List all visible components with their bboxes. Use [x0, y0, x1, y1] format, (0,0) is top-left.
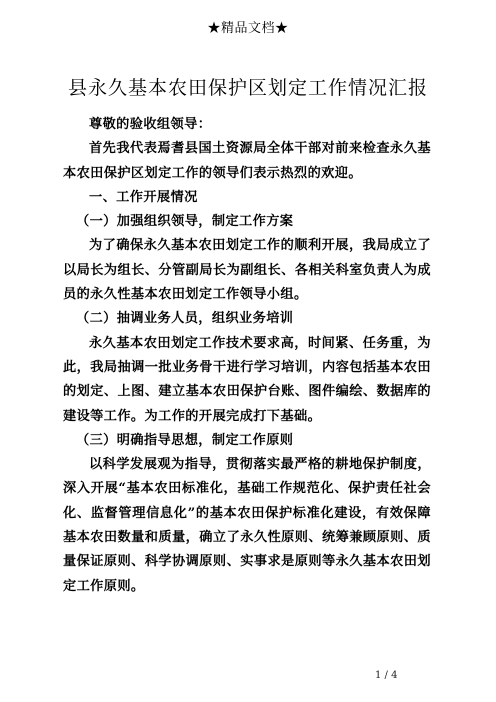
subsection-heading-3: （三）明确指导思想，制定工作原则: [76, 432, 294, 448]
header-mark: ★精品文档★: [207, 21, 289, 36]
page-number: 1 / 4: [375, 670, 398, 681]
subsection-heading-1: （一）加强组织领导，制定工作方案: [76, 214, 294, 230]
paragraph-principles: 以科学发展观为指导，贯彻落实最严格的耕地保护制度，深入开展“基本农田标准化，基础工作规范化、保护责任社会化、监督管理信息化”的基本农田保护标准化建设，有效保障基本农田数量和质量，确立了永久性原则、统筹兼顾原则、质量保证原则、科学协调原则、实事求是原则等永久基本农田划定工作原则。: [63, 457, 431, 594]
subsection-heading-2: （二）抽调业务人员，组织业务培训: [76, 311, 294, 327]
opening-paragraph: 首先我代表焉耆县国土资源局全体干部对前来检查永久基本农田保护区划定工作的领导们表示热烈的欢迎。: [63, 141, 431, 181]
section-heading: 一、工作开展情况: [89, 189, 198, 205]
document-title: 县永久基本农田保护区划定工作情况汇报: [67, 76, 428, 99]
document-body: [63, 113, 431, 599]
paragraph-organization: 为了确保永久基本农田划定工作的顺利开展，我局成立了以局长为组长、分管副局长为副组长、各相关科室负责人为成员的永久性基本农田划定工作领导小组。: [63, 238, 431, 303]
salutation: 尊敬的验收组领导：: [89, 117, 212, 132]
paragraph-training: 永久基本农田划定工作技术要求高，时间紧、任务重，为此，我局抽调一批业务骨干进行学习培训，内容包括基本农田的划定、上图、建立基本农田保护台账、图件编绘、数据库的建设等工作。为工作的开展完成打下基础。: [63, 335, 431, 424]
